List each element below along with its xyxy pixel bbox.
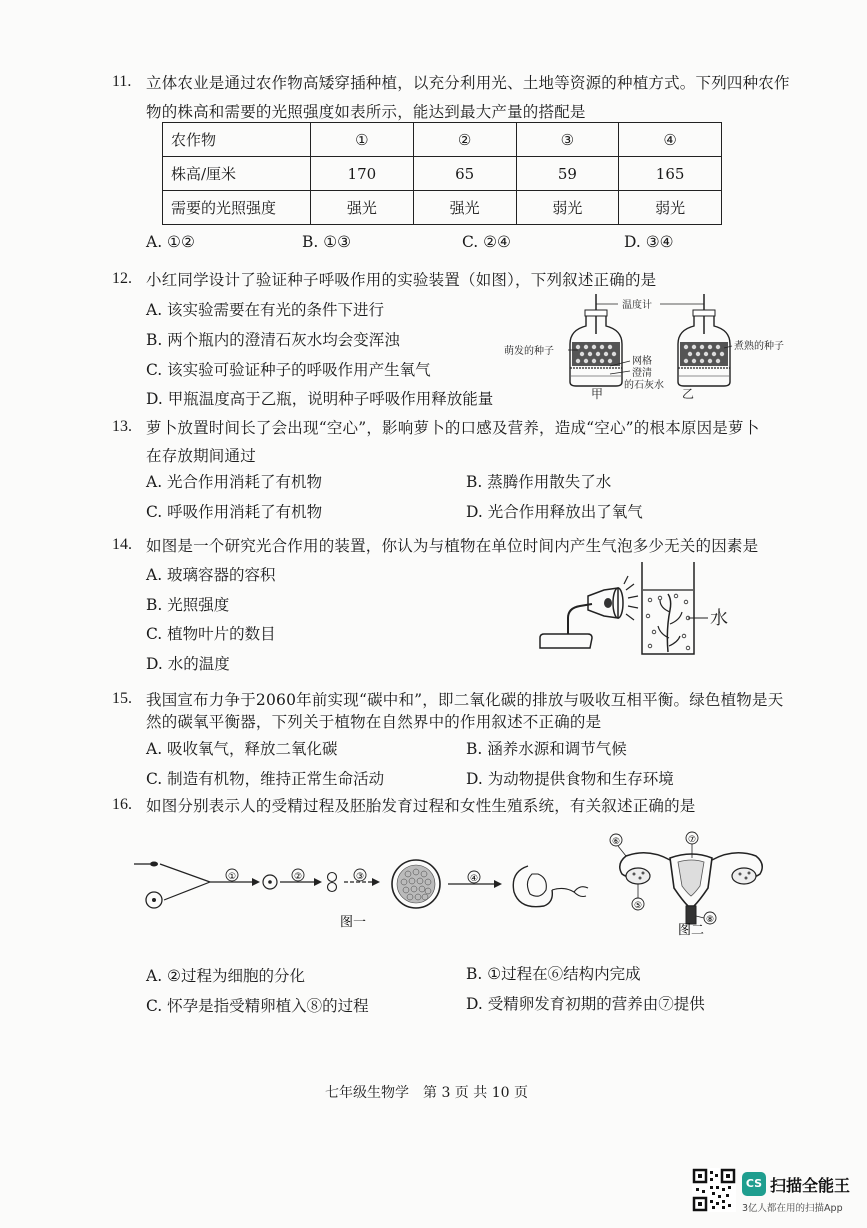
water-label: 水	[710, 608, 728, 629]
question-12-number: 12.	[112, 270, 132, 287]
cooked-seed-label: 煮熟的种子	[734, 341, 784, 352]
table-cell: 株高/厘米	[163, 157, 311, 191]
table-row	[163, 191, 722, 225]
q15-option-d[interactable]: D. 为动物提供食物和生存环境	[466, 770, 674, 788]
table-header-cell: 农作物	[163, 123, 311, 157]
q13-option-b[interactable]: B. 蒸腾作用散失了水	[466, 473, 612, 491]
q14-option-d[interactable]: D. 水的温度	[146, 655, 230, 673]
question-15-number: 15.	[112, 690, 132, 707]
female-reproductive-system-figure	[608, 830, 778, 936]
camscanner-tagline: 3亿人都在用的扫描App	[742, 1203, 843, 1214]
question-15-stem-line1: 我国宣布力争于2060年前实现“碳中和”，即二氧化碳的排放与吸收互相平衡。绿色植物是天	[146, 691, 784, 709]
q13-option-a[interactable]: A. 光合作用消耗了有机物	[146, 473, 323, 491]
table-header-cell: ②	[413, 123, 516, 157]
question-12-stem: 小红同学设计了验证种子呼吸作用的实验装置（如图），下列叙述正确的是	[146, 271, 657, 289]
seed-respiration-apparatus-figure	[500, 292, 790, 402]
label-6: ⑥	[612, 837, 621, 847]
label-7: ⑦	[688, 835, 697, 845]
table-header-row	[163, 123, 722, 157]
page-footer: 七年级生物学 第 3 页 共 10 页	[325, 1085, 528, 1101]
limewater-label-2: 的石灰水	[624, 380, 664, 391]
question-13-number: 13.	[112, 418, 132, 435]
table-header-cell: ①	[311, 123, 414, 157]
question-13-stem-line1: 萝卜放置时间长了会出现“空心”，影响萝卜的口感及营养，造成“空心”的根本原因是萝卜	[146, 419, 760, 437]
question-11-stem-line2: 物的株高和需要的光照强度如表所示，能达到最大产量的搭配是	[146, 103, 586, 121]
q11-option-d[interactable]: D. ③④	[624, 233, 674, 251]
table-cell: 强光	[413, 191, 516, 225]
jar-yi-label: 乙	[682, 387, 695, 401]
photosynthesis-apparatus-figure	[530, 560, 770, 660]
q14-option-a[interactable]: A. 玻璃容器的容积	[146, 566, 276, 584]
question-11-stem-line1: 立体农业是通过农作物高矮穿插种植，以充分利用光、土地等资源的种植方式。下列四种农作	[146, 74, 790, 92]
table-cell: 弱光	[619, 191, 722, 225]
table-header-cell: ③	[516, 123, 619, 157]
table-cell: 165	[619, 157, 722, 191]
sprouting-seed-label: 萌发的种子	[504, 346, 554, 357]
question-13-stem-line2: 在存放期间通过	[146, 447, 256, 465]
q11-option-c[interactable]: C. ②④	[462, 233, 511, 251]
qr-code-icon	[692, 1168, 736, 1212]
step-3-label: ③	[356, 872, 365, 882]
question-16-number: 16.	[112, 796, 132, 813]
q15-option-a[interactable]: A. 吸收氧气，释放二氧化碳	[146, 740, 338, 758]
figure-1-caption: 图一	[340, 915, 367, 930]
table-cell: 强光	[311, 191, 414, 225]
table-cell: 弱光	[516, 191, 619, 225]
question-15-stem-line2: 然的碳氧平衡器，下列关于植物在自然界中的作用叙述不正确的是	[146, 713, 602, 731]
q15-option-b[interactable]: B. 涵养水源和调节气候	[466, 740, 627, 758]
q16-option-c[interactable]: C. 怀孕是指受精卵植入⑧的过程	[146, 997, 369, 1015]
table-row	[163, 157, 722, 191]
q16-option-d[interactable]: D. 受精卵发育初期的营养由⑦提供	[466, 995, 705, 1013]
jar-jia-label: 甲	[591, 387, 604, 401]
camscanner-brand-name: 扫描全能王	[770, 1176, 851, 1195]
label-5: ⑤	[634, 901, 643, 911]
question-14-number: 14.	[112, 536, 132, 553]
q12-option-c[interactable]: C. 该实验可验证种子的呼吸作用产生氧气	[146, 361, 431, 379]
fertilization-development-figure	[128, 826, 608, 934]
table-cell: 170	[311, 157, 414, 191]
table-cell: 59	[516, 157, 619, 191]
q12-option-a[interactable]: A. 该实验需要在有光的条件下进行	[146, 301, 385, 319]
question-11-number: 11.	[112, 73, 132, 90]
q16-option-b[interactable]: B. ①过程在⑥结构内完成	[466, 965, 641, 983]
table-cell: 65	[413, 157, 516, 191]
figure-2-caption: 图二	[678, 923, 705, 936]
step-1-label: ①	[228, 872, 237, 882]
q14-option-b[interactable]: B. 光照强度	[146, 596, 230, 614]
step-2-label: ②	[294, 872, 303, 882]
q11-option-b[interactable]: B. ①③	[302, 233, 352, 251]
question-14-stem: 如图是一个研究光合作用的装置，你认为与植物在单位时间内产生气泡多少无关的因素是	[146, 537, 759, 555]
table-header-cell: ④	[619, 123, 722, 157]
q13-option-c[interactable]: C. 呼吸作用消耗了有机物	[146, 503, 323, 521]
q13-option-d[interactable]: D. 光合作用释放出了氧气	[466, 503, 643, 521]
thermometer-label: 温度计	[622, 300, 652, 311]
q11-option-a[interactable]: A. ①②	[146, 233, 195, 251]
label-8: ⑧	[706, 915, 715, 925]
q12-option-d[interactable]: D. 甲瓶温度高于乙瓶，说明种子呼吸作用释放能量	[146, 390, 494, 408]
q12-option-b[interactable]: B. 两个瓶内的澄清石灰水均会变浑浊	[146, 331, 400, 349]
q15-option-c[interactable]: C. 制造有机物，维持正常生命活动	[146, 770, 385, 788]
camscanner-logo-icon: CS	[742, 1172, 766, 1196]
mesh-label: 网格	[632, 356, 652, 367]
limewater-label-1: 澄清	[632, 368, 652, 379]
crop-table	[162, 122, 722, 225]
table-cell: 需要的光照强度	[163, 191, 311, 225]
step-4-label: ④	[470, 874, 479, 884]
q16-option-a[interactable]: A. ②过程为细胞的分化	[146, 967, 305, 985]
question-16-stem: 如图分别表示人的受精过程及胚胎发育过程和女性生殖系统，有关叙述正确的是	[146, 797, 696, 815]
q14-option-c[interactable]: C. 植物叶片的数目	[146, 625, 276, 643]
